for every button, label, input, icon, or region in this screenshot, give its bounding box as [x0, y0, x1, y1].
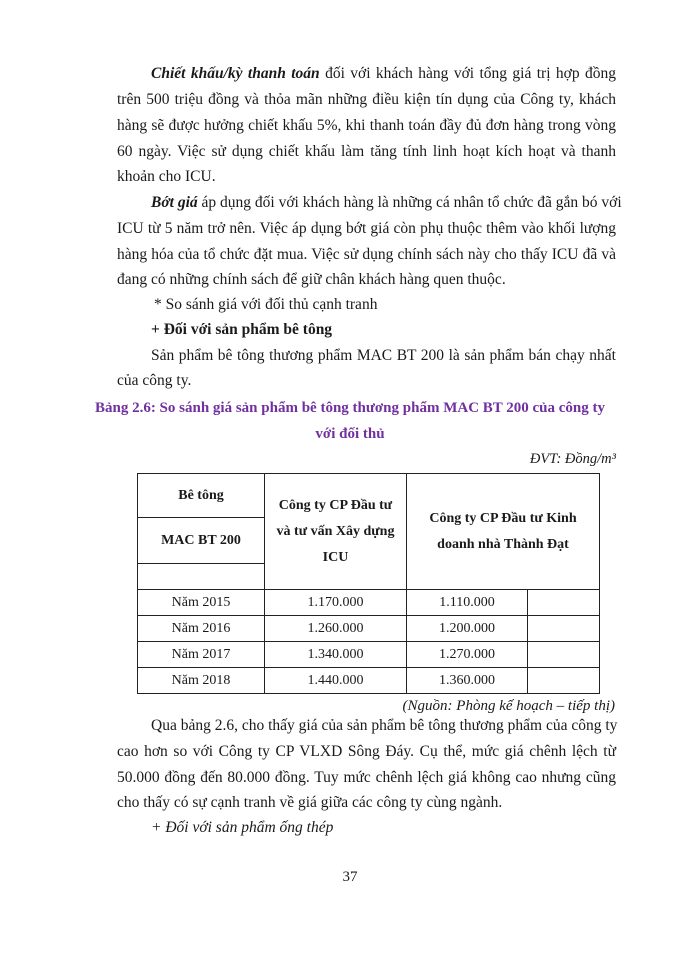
paragraph-1-line-5: khoản cho ICU.	[117, 168, 216, 185]
paragraph-3-line-1: Sản phẩm bê tông thương phẩm MAC BT 200 là sản phẩm bán chạy nhất	[151, 347, 616, 364]
paragraph-2-line-2: ICU từ 5 năm trở nên. Việc áp dụng bớt giá còn phụ thuộc thêm vào khối lượng	[117, 220, 616, 237]
compare-note: * So sánh giá với đối thủ cạnh tranh	[154, 296, 378, 313]
header-mac: MAC BT 200	[138, 518, 265, 564]
table-caption-line-1: Bảng 2.6: So sánh giá sản phẩm bê tông thương phẩm MAC BT 200 của công ty	[94, 400, 606, 416]
unit-label: ĐVT: Đồng/m³	[529, 451, 616, 467]
header-product: Bê tông	[138, 474, 265, 518]
header-blank	[138, 564, 265, 590]
steel-heading: + Đối với sản phẩm ống thép	[151, 819, 334, 836]
header-thanh-dat	[407, 474, 600, 590]
table-caption-line-2: với đối thủ	[315, 426, 385, 442]
empty-cell	[528, 668, 600, 694]
paragraph-4-line-2: cao hơn so với Công ty CP VLXD Sông Đáy. Cụ thể, mức giá chênh lệch từ	[117, 743, 616, 760]
empty-cell	[528, 590, 600, 616]
paragraph-1-line-3: hàng sẽ được hưởng chiết khấu 5%, khi thanh toán đầy đủ đơn hàng trong vòng	[117, 117, 616, 134]
concrete-heading: + Đối với sản phẩm bê tông	[151, 321, 333, 338]
icu-price-cell: 1.340.000	[265, 642, 407, 668]
paragraph-2-line-4: đang có những chính sách để giữ chân khách hàng quen thuộc.	[117, 271, 506, 288]
paragraph-4-line-1: Qua bảng 2.6, cho thấy giá của sản phẩm bê tông thương phẩm của công ty	[151, 717, 618, 734]
empty-cell	[528, 642, 600, 668]
thanh-dat-price-cell: 1.110.000	[407, 590, 528, 616]
header-icu	[265, 474, 407, 590]
thanh-dat-price-cell: 1.360.000	[407, 668, 528, 694]
text: đối với khách hàng với tổng giá trị hợp đồng	[325, 65, 617, 82]
table-row	[138, 642, 600, 668]
year-cell: Năm 2015	[138, 590, 265, 616]
paragraph-4-line-3: 50.000 đồng đến 80.000 đồng. Tuy mức chênh lệch giá không cao nhưng cũng	[117, 769, 616, 786]
empty-cell	[528, 616, 600, 642]
header-thanh-dat-text: Công ty CP Đầu tư Kinh doanh nhà Thành Đạt	[429, 510, 577, 552]
page-number: 37	[342, 869, 358, 885]
paragraph-3-line-2: của công ty.	[117, 372, 192, 389]
header-icu-text: Công ty CP Đầu tư và tư vấn Xây dựng ICU	[276, 497, 395, 565]
table-row	[138, 616, 600, 642]
discount-term: Chiết khấu/kỳ thanh toán	[151, 65, 320, 82]
icu-price-cell: 1.440.000	[265, 668, 407, 694]
paragraph-2-line-3: hàng hóa của tổ chức đặt mua. Việc sử dụng chính sách này cho thấy ICU đã và	[117, 246, 616, 263]
icu-price-cell: 1.260.000	[265, 616, 407, 642]
price-reduction-term: Bớt giá	[151, 194, 198, 211]
year-cell: Năm 2018	[138, 668, 265, 694]
text: áp dụng đối với khách hàng là những cá nhân tổ chức đã gắn bó với	[201, 194, 622, 211]
table-source: (Nguồn: Phòng kế hoạch – tiếp thị)	[402, 698, 615, 714]
paragraph-1-line-4: 60 ngày. Việc sử dụng chiết khấu làm tăng tính linh hoạt kích hoạt và thanh	[117, 143, 616, 160]
thanh-dat-price-cell: 1.270.000	[407, 642, 528, 668]
icu-price-cell: 1.170.000	[265, 590, 407, 616]
paragraph-4-line-4: cho thấy có sự cạnh tranh về giá giữa các công ty cùng ngành.	[117, 794, 503, 811]
paragraph-1-line-1	[151, 64, 616, 84]
paragraph-2-line-1	[151, 193, 622, 213]
table-row	[138, 590, 600, 616]
table-row	[138, 668, 600, 694]
year-cell: Năm 2017	[138, 642, 265, 668]
thanh-dat-price-cell: 1.200.000	[407, 616, 528, 642]
year-cell: Năm 2016	[138, 616, 265, 642]
price-comparison-table	[137, 473, 600, 694]
paragraph-1-line-2: trên 500 triệu đồng và thỏa mãn những điều kiện tín dụng của Công ty, khách	[117, 91, 616, 108]
